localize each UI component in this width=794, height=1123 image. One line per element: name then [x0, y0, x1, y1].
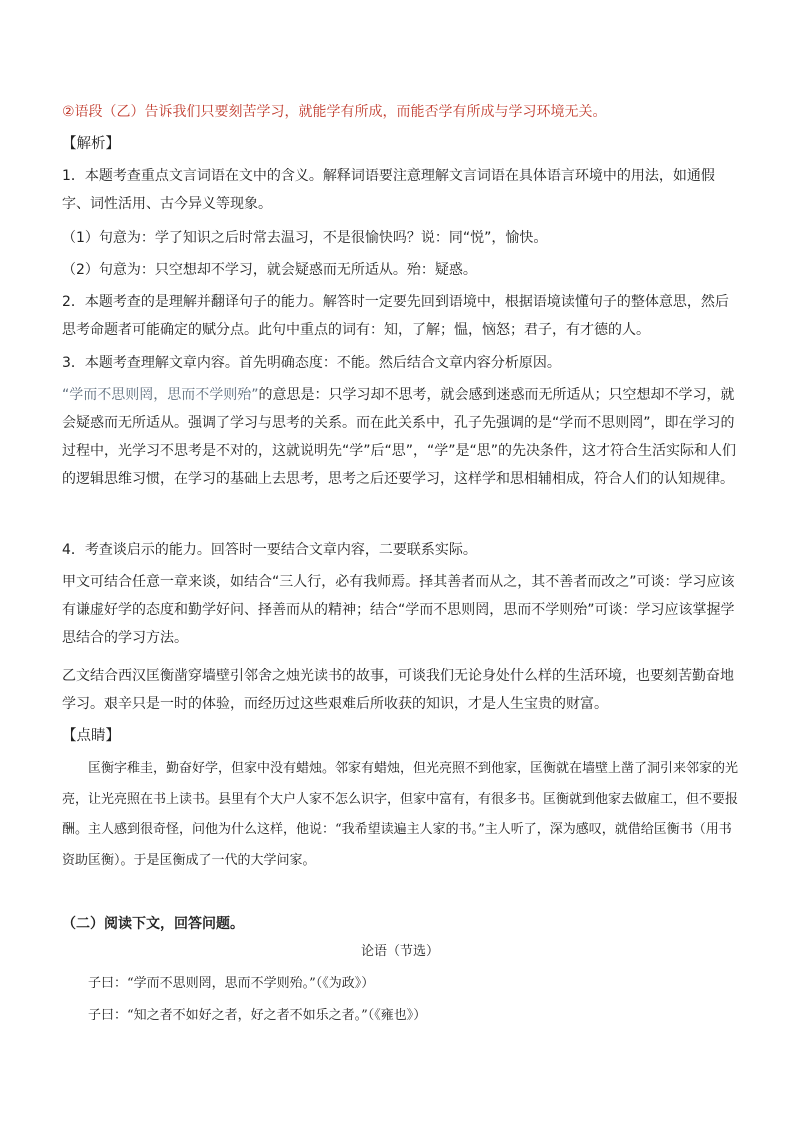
lunyu-quote-2: 子曰：“知之者不如好之者，好之者不如乐之者。”（《雍也》）	[88, 1008, 427, 1023]
analysis-item-3: 3．本题考查理解文章内容。首先明确态度：不能。然后结合文章内容分析原因。	[62, 355, 561, 371]
analysis-item-4a: 甲文可结合任意一章来谈，如结合“三人行，必有我师焉。择其善者而从之，其不善者而改之”可谈：学习应该有谦虚好学的态度和勤学好问、择善而从的精神；结合“学而不思则罔，思而不学则殆”可谈：学习应该掌握学思结合的学习方法。	[62, 574, 735, 646]
analysis-item-4: 4．考查谈启示的能力。回答时一要结合文章内容，二要联系实际。	[62, 542, 477, 558]
quote-phrase: “学而不思则罔，思而不学则殆”	[62, 387, 259, 403]
analysis-item-4b: 乙文结合西汉匡衡凿穿墙壁引邻舍之烛光读书的故事，可谈我们无论身处什么样的生活环境，也要刻苦勤奋地学习。艰辛只是一时的体验，而经历过这些艰难后所收获的知识，才是人生宝贵的财富。	[62, 668, 734, 712]
dianjing-text: 匡衡字稚圭，勤奋好学，但家中没有蜡烛。邻家有蜡烛，但光亮照不到他家，匡衡就在墙壁上凿了洞引来邻家的光亮，让光亮照在书上读书。县里有个大户人家不怎么识字，但家中富有，有很多书。匡衡就到他家去做雇工，但不要报酬。主人感到很奇怪，问他为什么这样，他说：“我希望读遍主人家的书。”主人听了，深为感叹，就借给匡衡书（用书资助匡衡）。于是匡衡成了一代的大学问家。	[62, 761, 739, 868]
analysis-item-1a: （1）句意为：学了知识之后时常去温习，不是很愉快吗？说：同“悦”，愉快。	[62, 230, 548, 246]
analysis-item-2: 2．本题考查的是理解并翻译句子的能力。解答时一定要先回到语境中，根据语境读懂句子的整体意思，然后思考命题者可能确定的赋分点。此句中重点的词有：知，了解；愠，恼怒；君子，有才德的人。	[62, 294, 729, 338]
analysis-item-1b: （2）句意为：只空想却不学习，就会疑惑而无所适从。殆：疑惑。	[62, 262, 477, 278]
analysis-item-1: 1．本题考查重点文言词语在文中的含义。解释词语要注意理解文言词语在具体语言环境中的用法，如通假字、词性活用、古今异义等现象。	[62, 168, 715, 212]
analysis-item-3-body	[62, 381, 738, 493]
item3-body-text: 的意思是：只学习却不思考，就会感到迷惑而无所适从；只空想却不学习，就会疑惑而无所适从。强调了学习与思考的关系。而在此关系中，孔子先强调的是“学而不思则罔”，即在学习的过程中，光学习不思考是不对的，这就说明先“学”后“思”，“学”是“思”的先决条件，这才符合生活实际和人们的逻辑思维习惯，在学习的基础上去思考，思考之后还要学习，这样学和思相辅相成，符合人们的认知规律。	[62, 387, 737, 487]
section-2-header: （二）阅读下文，回答问题。	[62, 916, 244, 932]
lunyu-title: 论语（节选）	[360, 944, 439, 959]
analysis-header: 【解析】	[62, 136, 120, 152]
answer-red-line: ②语段（乙）告诉我们只要刻苦学习，就能学有所成，而能否学有所成与学习环境无关。	[62, 104, 607, 120]
dianjing-header: 【点睛】	[62, 728, 120, 744]
lunyu-quote-1: 子曰：“学而不思则罔，思而不学则殆。”（《为政》）	[88, 976, 375, 991]
